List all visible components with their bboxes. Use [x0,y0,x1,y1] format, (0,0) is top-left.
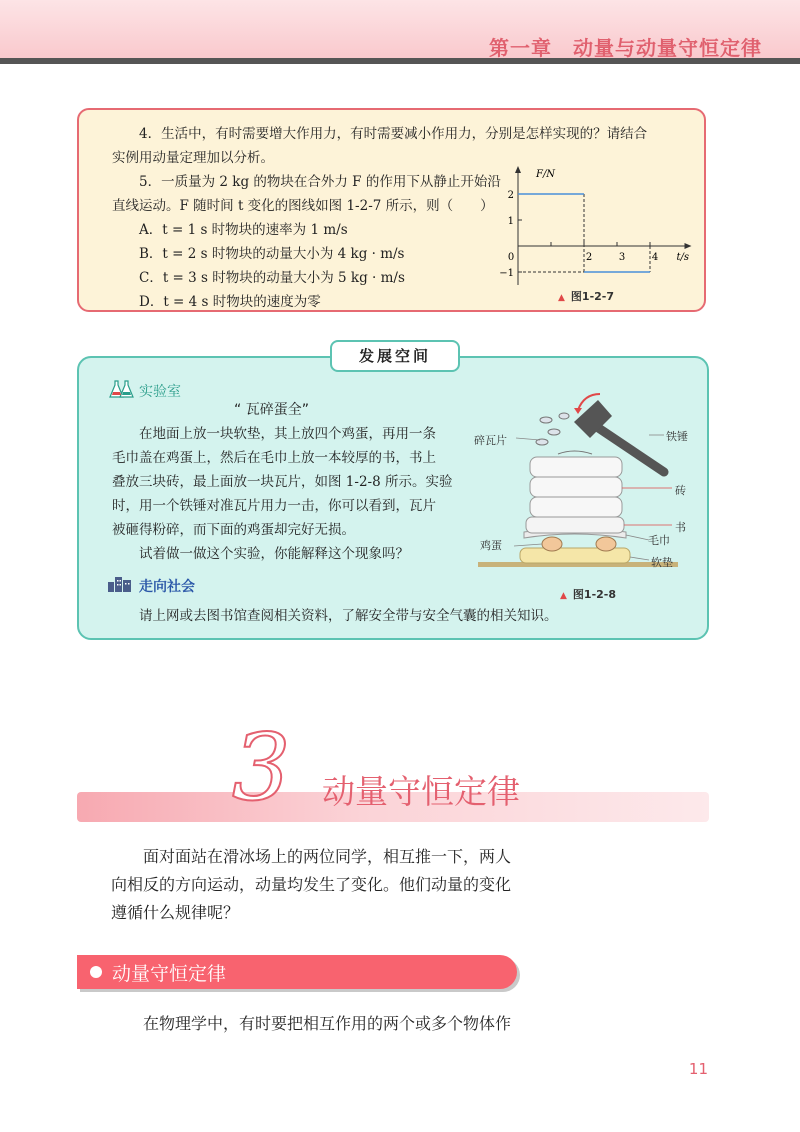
label-fragments: 碎瓦片 [474,434,507,447]
soft-pad [520,548,630,563]
brick [530,497,622,517]
book [526,517,624,533]
y-axis-label: F/N [536,169,556,180]
x-tick-label: 2 [585,252,593,263]
force-time-graph [499,163,694,283]
label-egg: 鸡蛋 [480,539,502,552]
option-c: C．t = 3 s 时物块的动量大小为 5 kg · m/s [139,270,405,286]
option-a: A．t = 1 s 时物块的速率为 1 m/s [139,222,348,238]
label-pad: 软垫 [651,556,673,569]
label-brick: 砖 [675,484,686,497]
intro-line-2: 向相反的方向运动，动量均发生了变化。他们动量的变化 [111,875,512,894]
intro-line-1: 面对面站在滑冰场上的两位同学，相互推一下，两人 [143,847,512,866]
y-tick-label: 1 [507,216,514,227]
tile-fragment [540,417,552,423]
x-axis-label: t/s [676,252,690,263]
subsection-title: 动量守恒定律 [112,963,227,985]
experiment-line-6: 试着做一做这个实验，你能解释这个现象吗？ [139,546,409,562]
x-axis-arrow-icon [685,243,692,249]
society-label: 走向社会 [139,579,195,595]
question-4-line-2: 实例用动量定理加以分析。 [112,150,274,166]
tile-fragment [559,413,569,419]
tile [558,451,592,454]
brick [530,457,622,477]
tile-fragment [548,429,560,435]
experiment-line-2: 毛巾盖在鸡蛋上，然后在毛巾上放一本较厚的书，书上 [112,450,436,466]
figure-caption-text: 图1-2-7 [570,290,615,303]
triangle-icon: ▲ [558,293,565,303]
option-d: D．t = 4 s 时物块的速度为零 [139,294,321,310]
page-number: 11 [688,1060,708,1078]
label-towel: 毛巾 [648,534,670,547]
arrow-head-icon [574,408,582,414]
egg [596,537,616,551]
question-5-line-1: 5．一质量为 2 kg 的物块在合外力 F 的作用下从静止开始沿 [139,174,501,190]
bullet-dot-icon [90,966,102,978]
section-title: 动量守恒定律 [322,772,520,811]
x-tick-label: 3 [618,252,626,263]
brick [530,477,622,497]
experiment-line-1: 在地面上放一块软垫，其上放四个鸡蛋，再用一条 [139,426,436,442]
figure-1-2-8-caption [560,586,616,602]
triangle-icon: ▲ [560,591,567,601]
question-4-line-1: 4．生活中，有时需要增大作用力，有时需要减小作用力，分别是怎样实现的？请结合 [139,126,648,142]
flask-icon [107,380,135,402]
question-5-line-2: 直线运动。F 随时间 t 变化的图线如图 1-2-7 所示，则（ ） [112,198,494,214]
chapter-title: 第一章 动量与动量守恒定律 [489,36,762,60]
society-text: 请上网或去图书馆查阅相关资料，了解安全带与安全气囊的相关知识。 [139,608,558,624]
option-b: B．t = 2 s 时物块的动量大小为 4 kg · m/s [139,246,405,262]
figure-1-2-7-caption [558,288,614,304]
experiment-line-4: 时，用一个铁锤对准瓦片用力一击，你可以看到，瓦片 [112,498,436,514]
experiment-line-3: 叠放三块砖，最上面放一块瓦片，如图 1-2-8 所示。实验 [112,474,453,490]
egg [542,537,562,551]
development-space-tab: 发展空间 [330,340,460,372]
body-line-1: 在物理学中，有时要把相互作用的两个或多个物体作 [143,1014,512,1033]
y-axis-arrow-icon [515,166,521,173]
label-hammer: 铁锤 [666,430,688,443]
x-tick-label: 4 [651,252,659,263]
experiment-line-5: 被砸得粉碎，而下面的鸡蛋却完好无损。 [112,522,355,538]
egg-experiment-illustration [474,380,694,580]
y-tick-label: −1 [499,268,514,279]
intro-line-3: 遵循什么规律呢？ [111,903,240,922]
experiment-title: “ 瓦碎蛋全” [234,402,309,418]
label-book: 书 [675,521,686,534]
lab-label: 实验室 [139,384,181,400]
section-number: 3 [232,714,291,821]
x-tick-label: 0 [507,252,515,263]
y-tick-label: 2 [507,190,514,201]
figure-caption-text: 图1-2-8 [572,588,617,601]
buildings-icon [107,576,133,596]
